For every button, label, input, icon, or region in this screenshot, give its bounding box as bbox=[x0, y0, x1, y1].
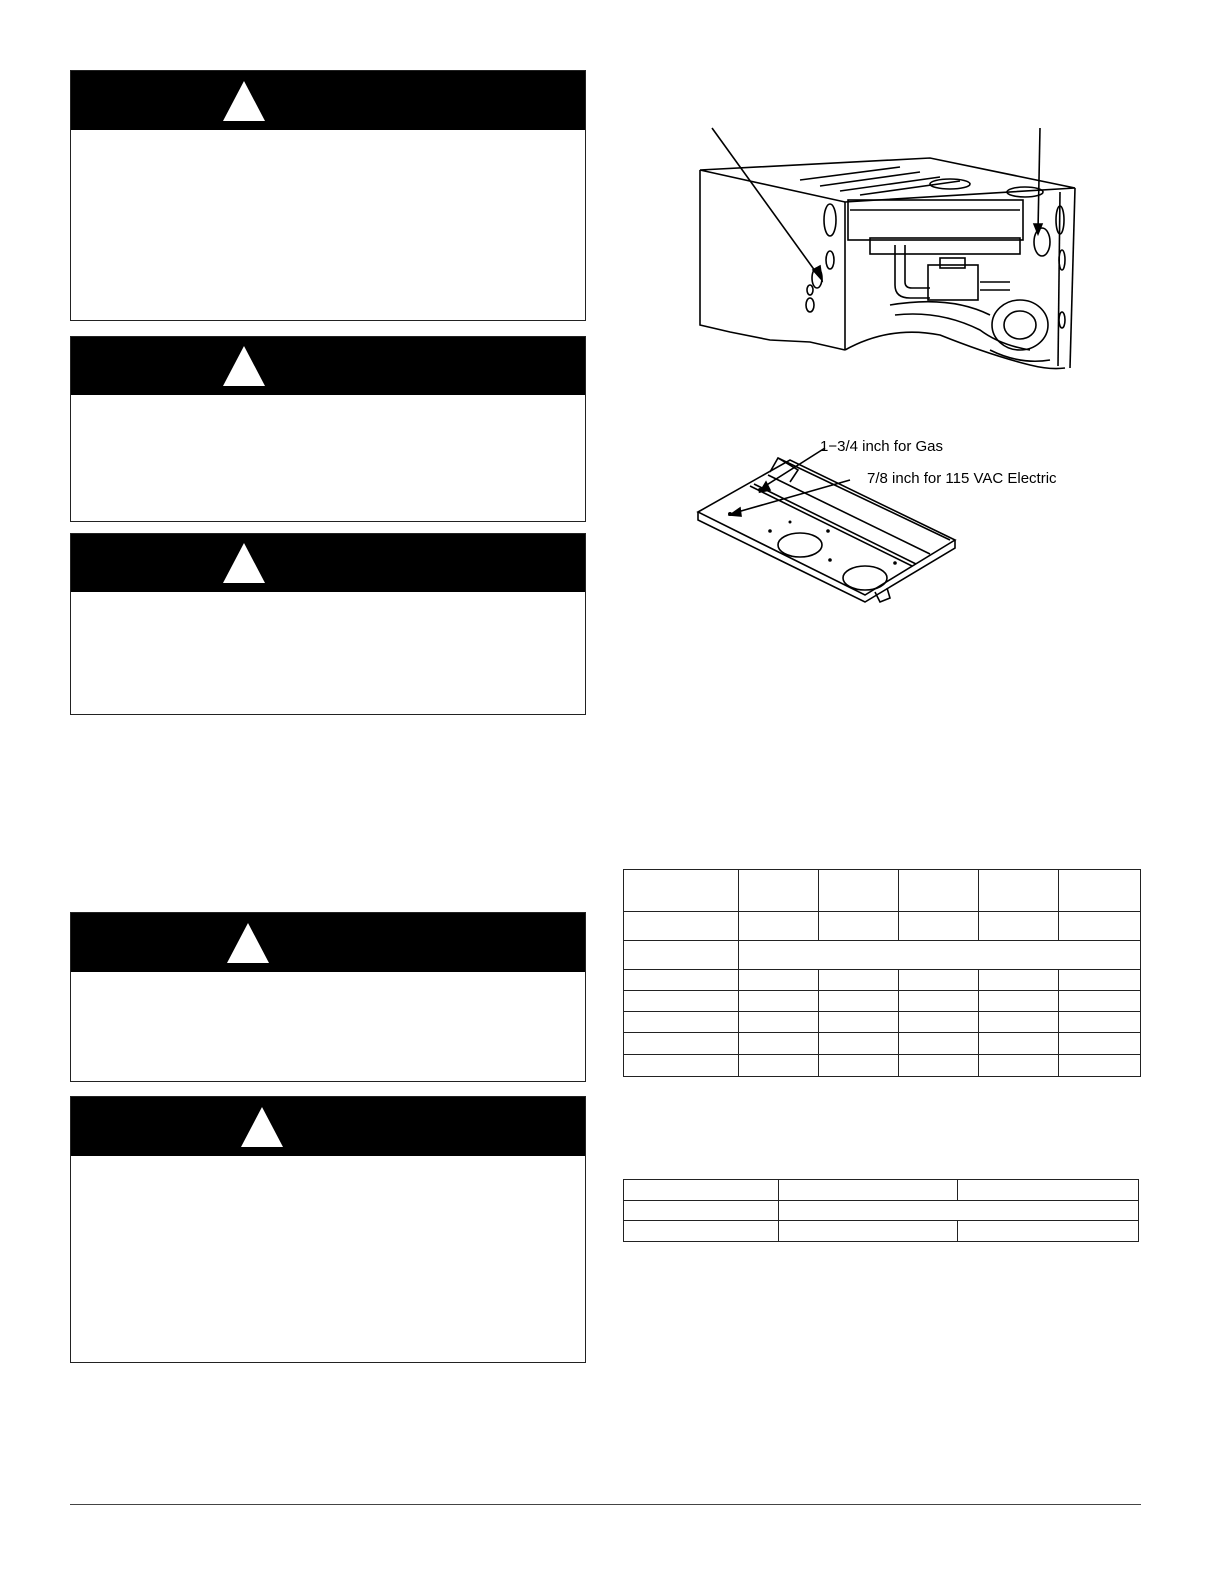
warning-triangle-icon bbox=[239, 1105, 285, 1149]
footer-divider bbox=[70, 1504, 1141, 1505]
warning-box-4 bbox=[70, 912, 586, 1082]
table-row bbox=[624, 1201, 1139, 1221]
warning-triangle-icon bbox=[221, 541, 267, 585]
table-row bbox=[624, 912, 1141, 941]
table-row bbox=[624, 970, 1141, 991]
data-table-2 bbox=[623, 1179, 1139, 1242]
table-row bbox=[624, 941, 1141, 970]
warning-header bbox=[71, 71, 585, 130]
top-panel-knockout-illustration bbox=[690, 430, 1090, 615]
warning-box-2 bbox=[70, 336, 586, 522]
table-row bbox=[624, 1055, 1141, 1077]
warning-triangle-icon bbox=[221, 344, 267, 388]
warning-header bbox=[71, 913, 585, 972]
warning-box-1 bbox=[70, 70, 586, 321]
warning-box-3 bbox=[70, 533, 586, 715]
furnace-cabinet-illustration bbox=[690, 120, 1080, 370]
callout-gas-hole: 1−3/4 inch for Gas bbox=[820, 438, 943, 455]
warning-box-5 bbox=[70, 1096, 586, 1363]
table-row bbox=[624, 870, 1141, 912]
table-row bbox=[624, 1012, 1141, 1033]
warning-triangle-icon bbox=[225, 921, 271, 965]
table-row bbox=[624, 1033, 1141, 1055]
warning-triangle-icon bbox=[221, 79, 267, 123]
callout-electric-hole: 7/8 inch for 115 VAC Electric bbox=[867, 470, 1057, 487]
warning-header bbox=[71, 534, 585, 592]
warning-header bbox=[71, 337, 585, 395]
table-row bbox=[624, 1180, 1139, 1201]
table-row bbox=[624, 1221, 1139, 1242]
table-row bbox=[624, 991, 1141, 1012]
data-table-1 bbox=[623, 869, 1141, 1077]
warning-header bbox=[71, 1097, 585, 1156]
